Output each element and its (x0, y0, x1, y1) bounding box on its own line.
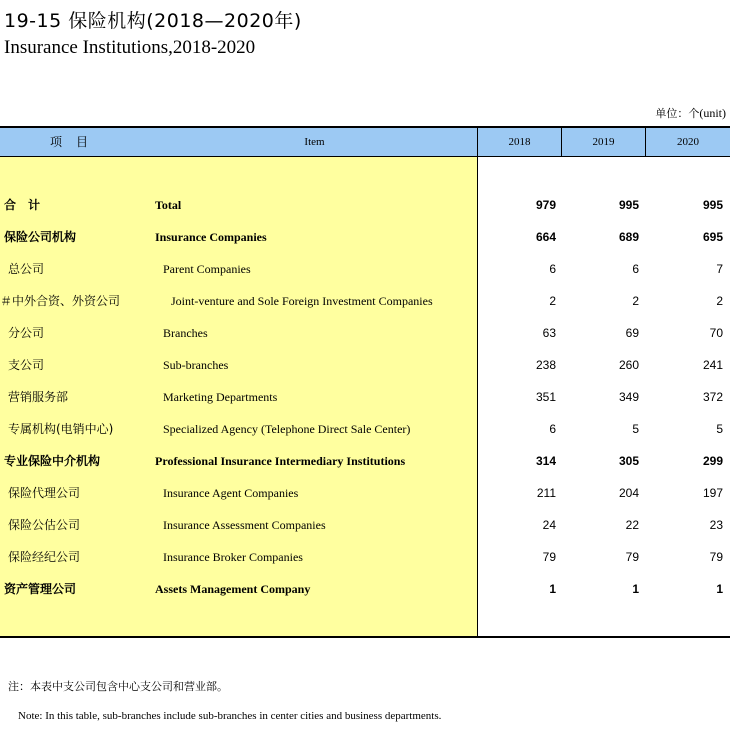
row-label-en: Insurance Assessment Companies (163, 518, 326, 532)
row-label-cn: 合 计 (4, 198, 41, 212)
row-label-en: Professional Insurance Intermediary Institutions (155, 454, 406, 468)
data-table (0, 126, 730, 638)
row-label-en: Insurance Broker Companies (163, 550, 303, 564)
row-value-2018: 6 (549, 262, 556, 276)
row-label-en: Sub-branches (163, 358, 229, 372)
unit-label (655, 105, 726, 121)
row-label-cn: 专业保险中介机构 (4, 454, 101, 468)
row-value-2020: 372 (702, 390, 723, 404)
row-value-2018: 2 (549, 294, 556, 308)
row-value-2020: 7 (716, 262, 723, 276)
row-value-2019: 79 (625, 550, 639, 564)
row-label-cn: 保险代理公司 (8, 486, 81, 500)
row-value-2018: 211 (536, 486, 556, 500)
row-value-2018: 314 (535, 454, 556, 468)
header-item-en: Item (304, 136, 325, 148)
table-row (0, 381, 730, 413)
row-value-2018: 1 (549, 582, 556, 596)
row-value-2019: 69 (625, 326, 639, 340)
row-label-en: Total (155, 198, 182, 212)
row-label-cn: 专属机构(电销中心) (8, 422, 114, 436)
row-value-2018: 664 (535, 230, 556, 244)
row-value-2019: 349 (618, 390, 639, 404)
row-value-2018: 63 (542, 326, 556, 340)
row-value-2020: 1 (716, 582, 723, 596)
row-label-en: Branches (163, 326, 208, 340)
row-label-en: Parent Companies (163, 262, 251, 276)
row-value-2020: 79 (709, 550, 723, 564)
row-label-en: Insurance Agent Companies (163, 486, 299, 500)
page-title-cn: 19-15 保险机构(2018—2020年) (4, 10, 302, 32)
row-label-cn: 总公司 (8, 262, 45, 276)
row-value-2019: 689 (618, 230, 639, 244)
header-year-2019: 2019 (561, 128, 645, 156)
row-label-cn: 保险公估公司 (8, 518, 81, 532)
row-value-2019: 5 (632, 422, 639, 436)
row-value-2020: 2 (716, 294, 723, 308)
unit-label-cn: 单位：个 (655, 107, 700, 120)
row-value-2018: 351 (535, 390, 556, 404)
row-value-2019: 995 (618, 198, 639, 212)
row-value-2020: 995 (702, 198, 723, 212)
row-label-cn: 支公司 (8, 358, 45, 372)
table-row (0, 253, 730, 285)
row-value-2020: 695 (702, 230, 723, 244)
row-value-2018: 238 (535, 358, 556, 372)
row-label-en: Marketing Departments (163, 390, 278, 404)
table-row (0, 189, 730, 221)
table-row (0, 221, 730, 253)
table-row (0, 285, 730, 317)
row-label-cn: 分公司 (8, 326, 45, 340)
table-row (0, 349, 730, 381)
table-row (0, 509, 730, 541)
header-year-2020: 2020 (645, 128, 730, 156)
row-value-2019: 22 (625, 518, 639, 532)
row-label-en: Joint-venture and Sole Foreign Investment Companies (171, 294, 433, 308)
row-value-2020: 197 (702, 486, 723, 500)
row-value-2020: 5 (716, 422, 723, 436)
unit-label-en: (unit) (699, 106, 726, 120)
table-row (0, 541, 730, 573)
table-row (0, 413, 730, 445)
row-label-en: Insurance Companies (155, 230, 267, 244)
row-label-cn: 保险经纪公司 (8, 550, 81, 564)
row-label-en: Specialized Agency (Telephone Direct Sale Center) (163, 422, 411, 436)
row-value-2018: 979 (535, 198, 556, 212)
header-item-cn: 项目 (49, 135, 102, 149)
row-value-2019: 6 (632, 262, 639, 276)
row-label-en: Assets Management Company (155, 582, 311, 596)
row-value-2019: 1 (632, 582, 639, 596)
table-row (0, 445, 730, 477)
row-value-2018: 24 (542, 518, 556, 532)
page-title-en: Insurance Institutions,2018-2020 (4, 37, 256, 58)
row-label-cn: 资产管理公司 (4, 582, 77, 596)
row-value-2019: 260 (618, 358, 639, 372)
row-value-2020: 70 (709, 326, 723, 340)
row-value-2020: 23 (709, 518, 723, 532)
row-value-2020: 299 (702, 454, 723, 468)
row-value-2018: 6 (549, 422, 556, 436)
row-value-2020: 241 (702, 358, 723, 372)
table-row (0, 317, 730, 349)
row-label-cn: 营销服务部 (8, 390, 69, 404)
header-year-2018: 2018 (477, 128, 561, 156)
footnote-cn: 注：本表中支公司包含中心支公司和营业部。 (8, 680, 228, 693)
row-value-2019: 2 (632, 294, 639, 308)
row-value-2019: 204 (618, 486, 639, 500)
row-value-2018: 79 (542, 550, 556, 564)
table-header (0, 128, 730, 157)
table-row (0, 573, 730, 605)
table-row (0, 477, 730, 509)
footnote-en: Note: In this table, sub-branches include sub-branches in center cities and business departments. (18, 710, 442, 722)
row-label-cn: ＃中外合资、外资公司 (0, 294, 121, 308)
row-value-2019: 305 (618, 454, 639, 468)
row-label-cn: 保险公司机构 (4, 230, 77, 244)
